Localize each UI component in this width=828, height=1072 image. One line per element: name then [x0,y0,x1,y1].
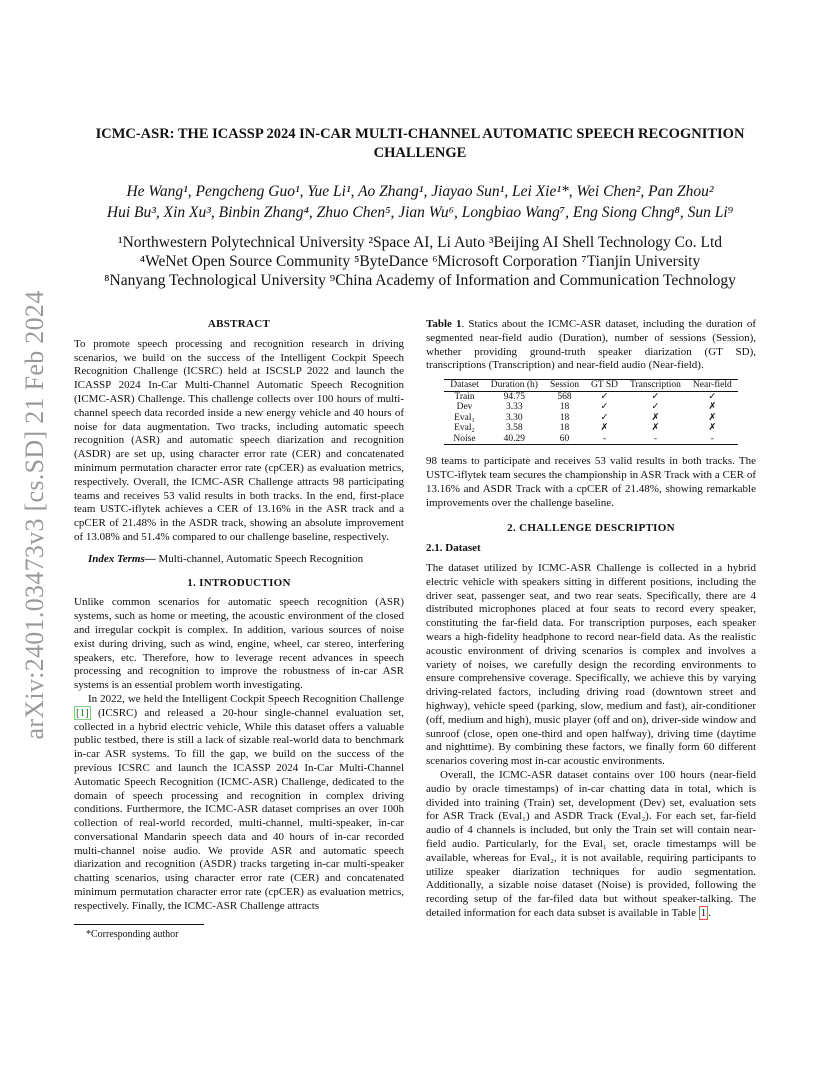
table-cell: ✓ [600,402,609,413]
intro-p2-rest: (ICSRC) and released a 20-hour single-channel evaluation set, collected in a hybrid electric vehicle, While this dataset offers a valuable public testbed, there is still a lack of sizable real-world data to benchmark in-car ASR systems. To fill the gap, we build on the success of the previous ICSRC and launch the ICASSP 2024 In-Car Multi-Channel Automatic Speech Recognition (ICMC-ASR) Challenge, dedicated to the domain of speech processing and recognition in complex driving conditions. Furthermore, the ICMC-ASR dataset comprises an over 100h collection of real-world recorded, multi-channel, multi-speaker, in-car conversational Mandarin speech data and 40 hours of in-car recorded multi-channel noise audio. We provide ASR and automatic speech diarization and recognition (ASDR) tracks targeting in-car multi-speaker chatting scenarios, using character error rate (CER) and concatenated minimum permutation character error rate (cpCER) as evaluation metrics, respectively. Finally, the ICMC-ASR Challenge attracts [74,706,404,912]
left-column [74,318,404,941]
table-cell: 3.58 [506,423,523,434]
table-cell: Train [454,391,475,402]
table-cell: ✗ [708,423,717,434]
dataset-table [444,379,738,445]
table-cell: 3.33 [506,402,523,413]
table-cell: 18 [559,423,570,434]
table-cell: ✓ [651,391,660,402]
dataset-paragraph-1: The dataset utilized by ICMC-ASR Challenge is collected in a hybrid electric vehicle with speakers sitting in different positions, including the driver seat, passenger seat, and two rear seats. Specifically, there are 4 distributed microphones placed at four seats to record every speaker, constituting the far-field data. For transcription purposes, each speaker wears a high-fidelity headphone to record near-field data. As the realistic acoustic environment of driving scenarios is complex and involves a variety of noises, we carefully design the recording environments to ensure comprehensive coverage. Specifically, we achieve this by varying driving-related factors, including driving road (downtown street and highway), vehicle speed (parking, slow, medium and fast), air-conditioner (off, medium and high), music player (off and on), driver-side window and sunroof (close, open one-third and open halfway), driving time (daytime and nighttime). By combining these factors, we finally form 60 different scenarios covering most in-car acoustic environments. [426,561,756,768]
dataset-p2-text: Overall, the ICMC-ASR dataset contains over 100 hours (near-field audio by oracle timestamps) of in-car chatting data in total, which is divided into training (Train) set, development (Dev) set, evaluation sets for ASR Track (Eval₁) and ASDR Track (Eval₂). For each set, far-field audio of 4 channels is included, but only the Train set will contain near-field audio. Particularly, for the Eval₁ set, oracle timestamps will be available, whereas for Eval₂, it is not available, requiring participants to utilize speaker diarization techniques for audio segmentation. Additionally, a sizable noise dataset (Noise) is provided, following the recording setup of the far-filed data but without speaker-talking. The detailed information for each data subset is available in Table [426,768,756,919]
index-terms [74,553,404,567]
citation-link-1[interactable]: [1] [76,706,89,719]
table-cell: 18 [559,402,570,413]
table-cell: ✗ [708,412,717,423]
table-ref-link[interactable]: 1 [700,906,707,919]
table-cell: 3.30 [506,412,523,423]
affiliations-line-2: ⁴WeNet Open Source Community ⁵ByteDance ⁶Microsoft Corporation ⁷Tianjin University [139,253,701,270]
intro-paragraph-2 [74,693,404,914]
table-cell: ✗ [708,402,717,413]
table-cell: ✓ [651,402,660,413]
abstract-text: To promote speech processing and recognition research in driving scenarios, we build on the success of the Intelligent Cockpit Speech Recognition Challenge (ICSRC) held at ISCSLP 2022 and launch the ICASSP 2024 In-Car Multi-Channel Automatic Speech Recognition (ICMC-ASR) Challenge. This challenge collects over 100 hours of multi-channel speech data recorded inside a new energy vehicle and 40 hours of noise for data augmentation. Two tracks, including automatic speech recognition (ASR) and automatic speech diarization and recognition (ASDR) are set up, using character error rate (CER) and concatenated minimum permutation character error rate (cpCER) as evaluation metrics, respectively. Overall, the ICMC-ASR Challenge attracts 98 participating teams and receives 53 valid results in both tracks. In the end, first-place team USTC-iflytek achieves a CER of 13.16% in the ASR track and a cpCER of 21.48% in the ASDR track, showing an absolute improvement of 13.08% and 51.4% compared to our challenge baseline, respectively. [74,337,404,543]
table-cell: - [602,433,607,444]
table-cell: 568 [557,391,572,402]
affiliations-line-1: ¹Northwestern Polytechnical University ²Space AI, Li Auto ³Beijing AI Shell Technology Co. Ltd [117,234,723,251]
table-cell: ✓ [708,391,717,402]
table-cell: ✗ [651,412,660,423]
introduction-heading: 1. INTRODUCTION [187,576,291,589]
table-row [444,423,738,434]
table-cell: 18 [559,412,570,423]
table-cell: 60 [559,433,570,444]
intro-p2-start: In 2022, we held the Intelligent Cockpit Speech Recognition Challenge [88,692,404,705]
arxiv-stamp: arXiv:2401.03473v3 [cs.SD] 21 Feb 2024 [20,290,49,740]
table-cell: ✓ [600,412,609,423]
table-header: Session [549,380,580,391]
index-terms-label: Index Terms— [88,552,156,565]
table-row [444,413,738,424]
table-cell: 94.75 [503,391,526,402]
author-list [70,181,770,223]
table-cell: Dev [456,402,473,413]
table-cell: ✓ [600,391,609,402]
dataset-paragraph-2 [426,769,756,921]
table-header: GT SD [591,380,619,391]
footnote-rule [74,924,204,925]
dataset-p2-end: . [708,906,711,919]
footnote: *Corresponding author [86,928,179,940]
paper-title: ICMC-ASR: THE ICASSP 2024 IN-CAR MULTI-CHANNEL AUTOMATIC SPEECH RECOGNITION CHALLENGE [95,126,745,161]
intro-continuation: 98 teams to participate and receives 53 valid results in both tracks. The USTC-iflytek team secures the championship in ASR Track with a CER of 13.16% and ASDR Track with a cpCER of 21.48%, showing remarkable improvements over the challenge baseline. [426,455,756,509]
authors-line-1: He Wang¹, Pengcheng Guo¹, Yue Li¹, Ao Zhang¹, Jiayao Sun¹, Lei Xie¹*, Wei Chen², Pan Zhou² [126,183,714,200]
abstract-heading: ABSTRACT [207,318,271,330]
table-cell: 40.29 [503,433,526,444]
table-cell: ✗ [600,423,609,434]
table-cell: Eval₂ [454,423,475,434]
table-header-row [444,380,738,392]
table-cell: - [653,433,658,444]
table-row [444,402,738,413]
table-cell: Eval₁ [454,412,475,423]
challenge-heading: 2. CHALLENGE DESCRIPTION [507,522,675,535]
affiliations [70,233,770,290]
right-column [426,318,756,921]
table-cell: Noise [453,433,476,444]
affiliations-line-3: ⁸Nanyang Technological University ⁹China Academy of Information and Communication Technology [104,272,736,289]
table-header: Near-field [692,380,732,391]
table-cell: ✗ [651,423,660,434]
table-header: Duration (h) [490,380,538,391]
table-header: Dataset [450,380,479,391]
dataset-subheading: 2.1. Dataset [426,542,481,555]
table-caption-label: Table 1 [426,318,462,330]
table-cell: - [710,433,714,444]
table-row [444,434,738,445]
table-caption [426,318,756,373]
index-terms-text: Multi-channel, Automatic Speech Recognition [155,552,364,565]
intro-paragraph-1: Unlike common scenarios for automatic speech recognition (ASR) systems, such as home or meeting, the acoustic environment of the closed and irregular cockpit is complex. In addition, various sources of noise exist during driving, such as wind, engine, wheel, car stereo, interfering speakers, etc. Therefore, how to leverage recent advances in speech processing and recognition to improve the robustness of in-car ASR systems is an essential problem worth investigating. [74,596,404,692]
table-header: Transcription [630,380,681,391]
table-row [444,391,738,402]
table-caption-text: . Statics about the ICMC-ASR dataset, including the duration of segmented near-field audio (Duration), number of sessions (Session), whether providing ground-truth speaker diarization (GT SD), transcriptions (Transcription) and near-field audio (Near-field). [426,318,756,372]
authors-line-2: Hui Bu³, Xin Xu³, Binbin Zhang⁴, Zhuo Chen⁵, Jian Wu⁶, Longbiao Wang⁷, Eng Siong Chng⁸, Sun Li⁹ [106,204,734,221]
